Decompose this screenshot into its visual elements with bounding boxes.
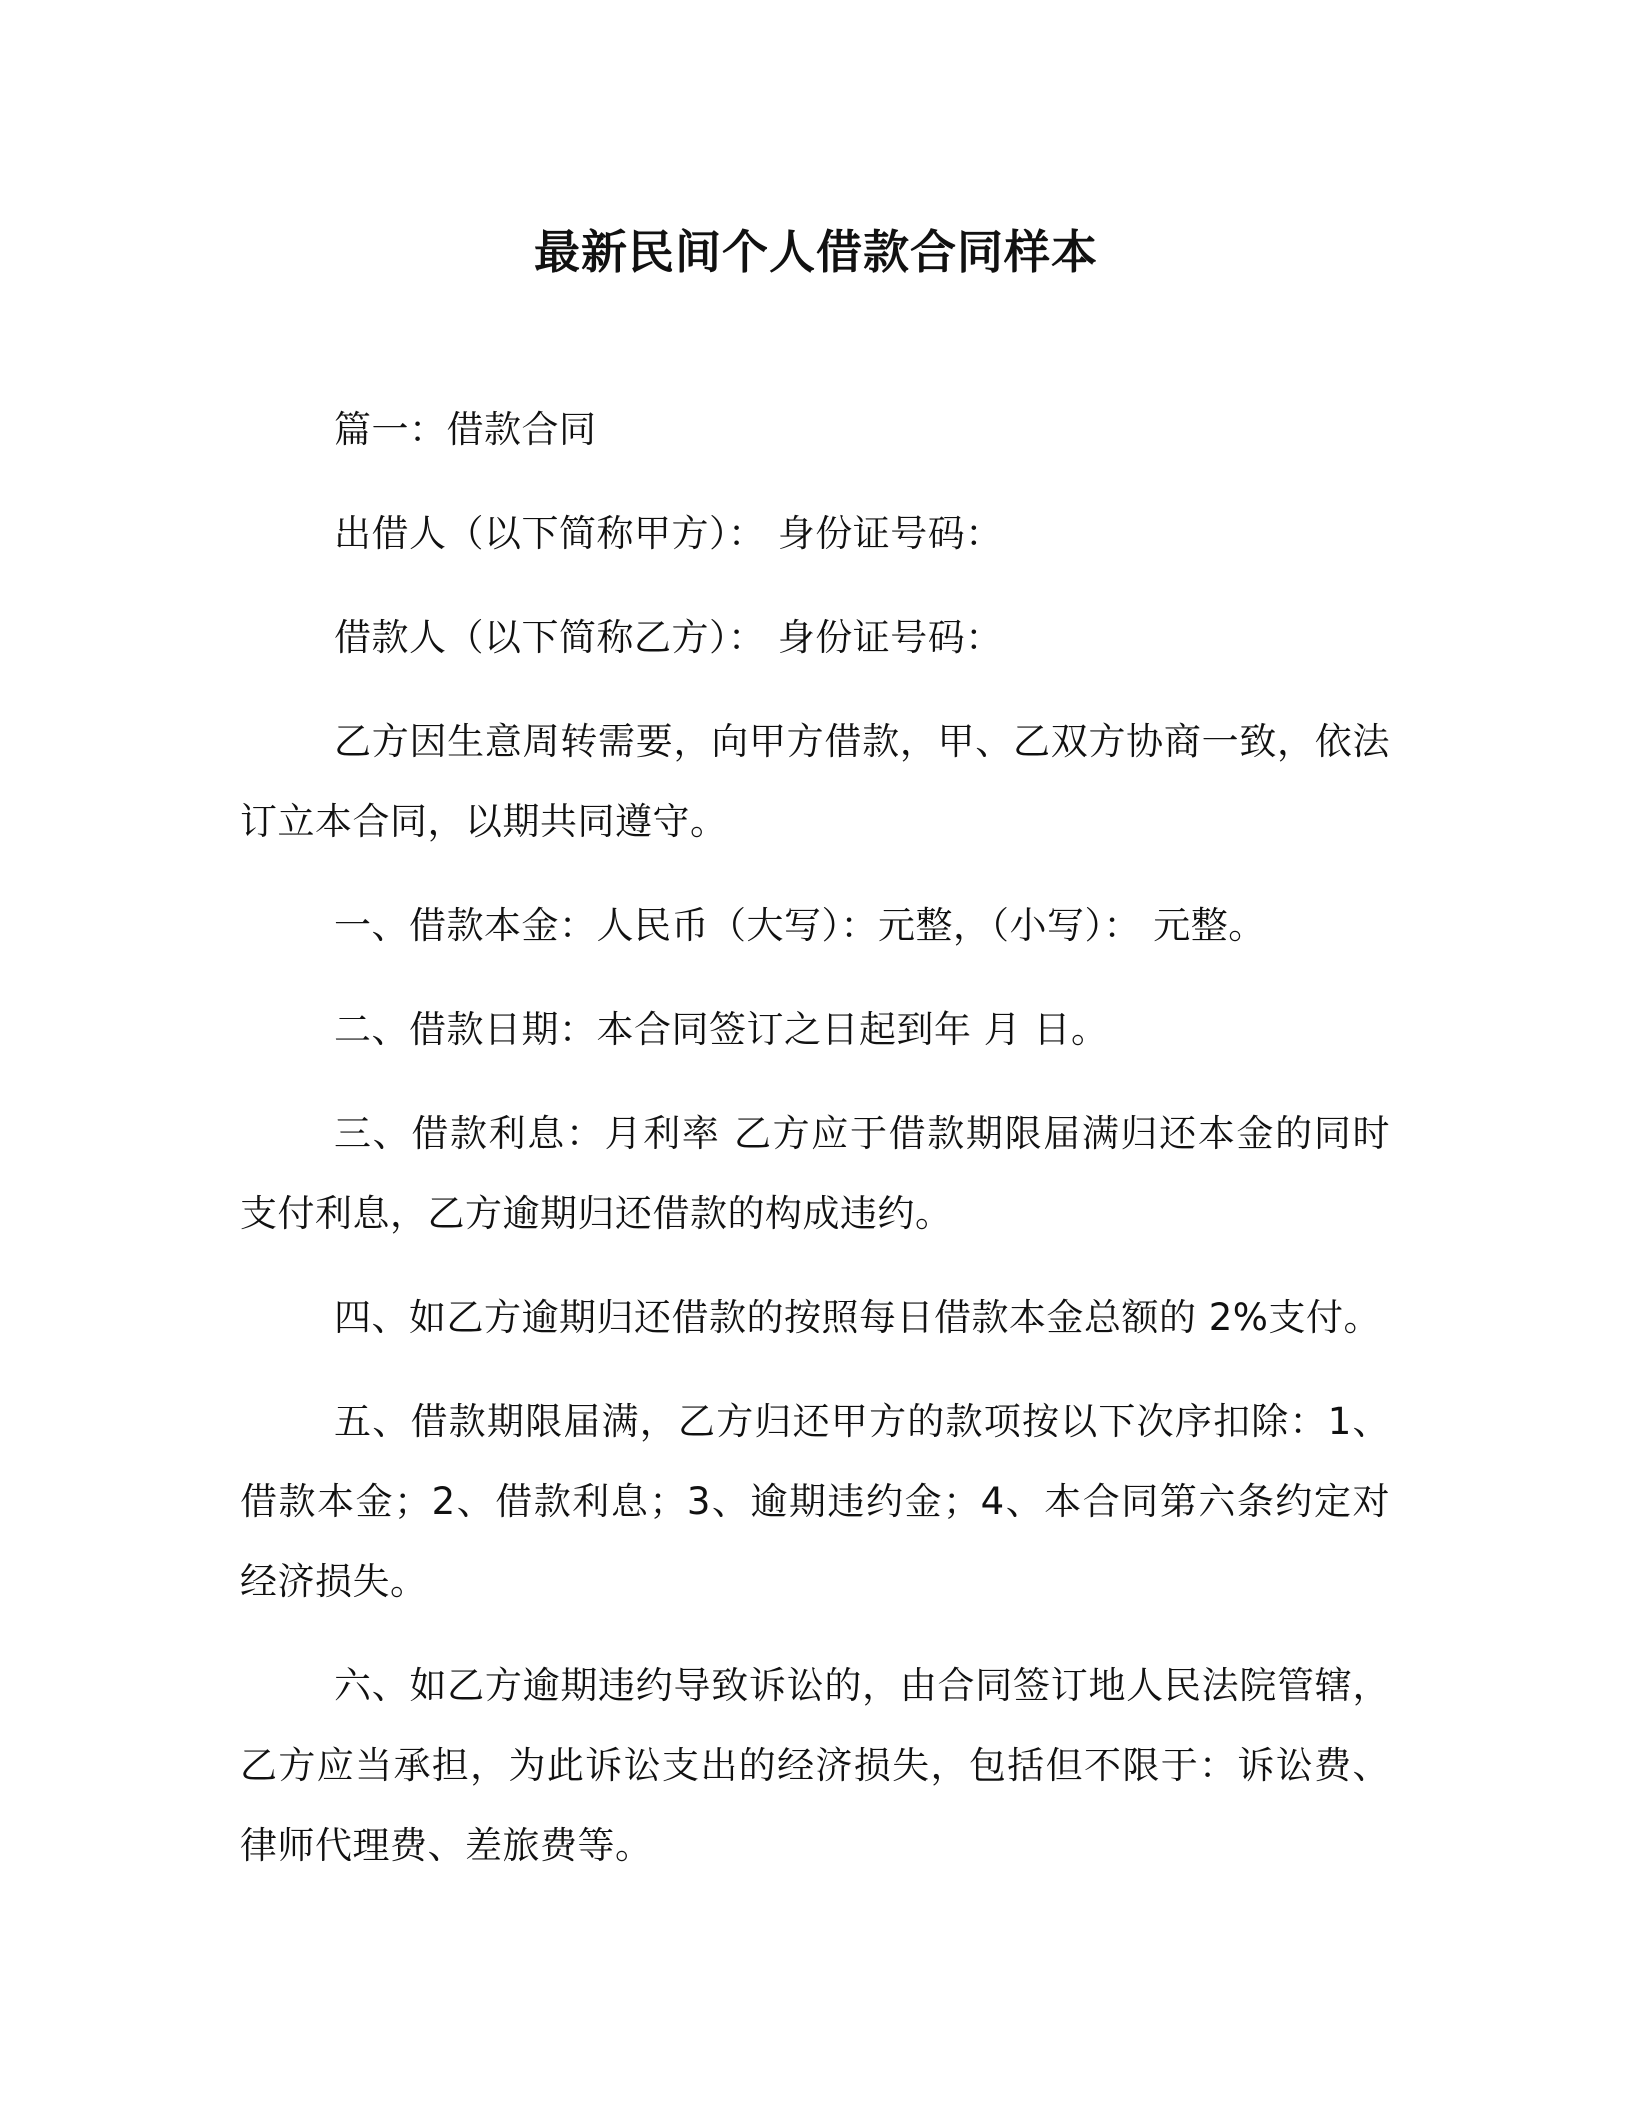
preamble-paragraph: 乙方因生意周转需要，向甲方借款，甲、乙双方协商一致，依法订立本合同，以期共同遵守。 xyxy=(240,720,1390,843)
document-body xyxy=(240,390,1390,1910)
clause-6-litigation: 六、如乙方逾期违约导致诉讼的，由合同签订地人民法院管辖，乙方应当承担，为此诉讼支出的经济损失，包括但不限于：诉讼费、律师代理费、差旅费等。 xyxy=(240,1664,1390,1867)
clause-3-interest: 三、借款利息：月利率 乙方应于借款期限届满归还本金的同时支付利息，乙方逾期归还借款的构成违约。 xyxy=(240,1112,1390,1235)
section-heading: 篇一：借款合同 xyxy=(334,408,597,451)
lender-line: 出借人（以下简称甲方）： 身份证号码： xyxy=(334,512,1003,555)
clause-1-principal: 一、借款本金：人民币（大写）：元整，（小写）： 元整。 xyxy=(334,904,1266,947)
borrower-line: 借款人（以下简称乙方）： 身份证号码： xyxy=(334,616,1003,659)
document-title: 最新民间个人借款合同样本 xyxy=(534,225,1098,279)
clause-4-penalty: 四、如乙方逾期归还借款的按照每日借款本金总额的 2%支付。 xyxy=(334,1296,1381,1339)
clause-5-repayment-order: 五、借款期限届满，乙方归还甲方的款项按以下次序扣除：1、借款本金；2、借款利息；3、逾期违约金；4、本合同第六条约定对经济损失。 xyxy=(240,1400,1390,1603)
clause-2-date: 二、借款日期：本合同签订之日起到年 月 日。 xyxy=(334,1008,1109,1051)
